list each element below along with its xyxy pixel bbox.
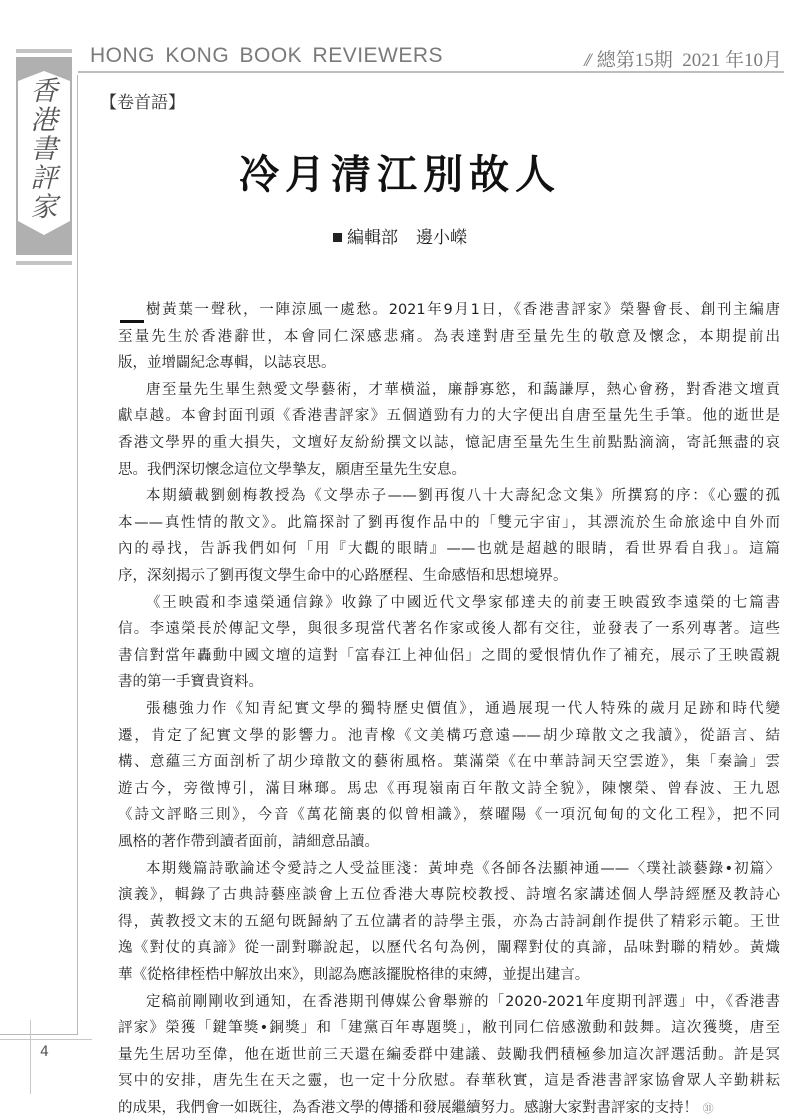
body-line: 香港文學界的重大損失，文壇好友紛紛撰文以誌，憶記唐至量先生生前點點滴滴，寄託無盡的哀 xyxy=(118,435,780,451)
bullet-square-icon xyxy=(333,233,342,242)
margin-rule xyxy=(77,75,78,1035)
byline xyxy=(0,223,800,248)
issue-number: 總第15期 xyxy=(596,50,673,71)
issue-info xyxy=(584,45,782,72)
body-line: 樹黃葉一聲秋，一陣涼風一處愁。2021年9月1日，《香港書評家》榮譽會長、創刊主編唐 xyxy=(146,302,780,318)
body-line: 《詩文評略三則》，今音《萬花簡裏的似曾相識》，蔡曜陽《一項沉甸甸的文化工程》，把不同 xyxy=(118,807,780,824)
byline-author: 邊小嶸 xyxy=(416,228,467,248)
body-line: 遊古今，旁徵博引，滿目琳瑯。馬忠《再現嶺南百年散文詩全貌》，陳懷榮、曾春波、王九恩 xyxy=(118,780,780,797)
body-line: 張穗強力作《知青紀實文學的獨特歷史價值》，通過展現一代人特殊的歲月足跡和時代變 xyxy=(146,701,780,717)
logo-char: 家 xyxy=(30,192,58,223)
body-line: 唐至量先生畢生熱愛文學藝術，才華橫溢，廉靜寡慾，和藹謙厚，熱心會務，對香港文壇貢 xyxy=(146,381,780,398)
body-line: 本——真性情的散文》。此篇探討了劉再復作品中的「雙元宇宙」，其漂流於生命旅途中自外而 xyxy=(118,514,780,531)
body-line: 華《從格律桎梏中解放出來》，則認為應該擺脫格律的束縛，並提出建言。 xyxy=(118,967,590,983)
bottom-corner-rule xyxy=(0,1034,78,1035)
body-line: 內的尋找，告訴我們如何「用『大觀的眼睛』——也就是超越的眼睛，看世界看自我」。這篇 xyxy=(118,541,780,558)
section-tag: 【卷首語】 xyxy=(100,93,185,113)
lead-rule xyxy=(120,320,144,323)
body-line: 冥中的安排，唐先生在天之靈，也一定十分欣慰。春華秋實，這是香港書評家協會眾人辛勤耕耘 xyxy=(118,1073,780,1090)
logo-char: 港 xyxy=(30,105,58,136)
body-line: 獻卓越。本會封面刊頭《香港書評家》五個遒勁有力的大字便出自唐至量先生手筆。他的逝世是 xyxy=(118,408,780,425)
body-line: 演義》，輯錄了古典詩藝座談會上五位香港大專院校教授、詩壇名家講述個人學詩經歷及教詩心 xyxy=(118,887,780,904)
logo-char: 評 xyxy=(30,163,58,194)
body-line: 書的第一手寶貴資料。 xyxy=(118,674,263,691)
body-line: 定稿前剛剛收到通知，在香港期刊傳媒公會舉辦的「2020-2021年度期刊評選」中，《香港書 xyxy=(146,993,780,1010)
logo-char: 書 xyxy=(30,134,58,165)
body-line: 得，黃教授文末的五絕句既歸納了五位講者的詩學主張，亦為古詩詞創作提供了精彩示範。王世 xyxy=(118,913,780,930)
page-number: 4 xyxy=(40,1044,49,1060)
body-line: 至量先生於香港辭世，本會同仁深感悲痛。為表達對唐至量先生的敬意及懷念，本期提前出 xyxy=(118,328,780,345)
banner-bottom-bar xyxy=(16,261,72,265)
body-line: 信。李遠榮長於傳記文學，與很多現當代著名作家或後人都有交往，並發表了一系列專著。這些 xyxy=(118,621,780,638)
body-line: 本期幾篇詩歌論述令愛詩之人受益匪淺：黃坤堯《各師各法顯神通——〈璞社談藝錄•初篇〉 xyxy=(146,860,780,877)
body-line: 思。我們深切懷念這位文學摯友，願唐至量先生安息。 xyxy=(118,461,466,478)
body-line: 構、意蘊三方面剖析了胡少璋散文的藝術風格。葉滿榮《在中華詩詞天空雲遊》，集「秦論」雲 xyxy=(118,754,780,771)
issue-date: 2021 年10月 xyxy=(682,50,782,71)
body-line: 評家》榮獲「鍵筆獎•銅獎」和「建黨百年專題獎」，敝刊同仁倍感激動和鼓舞。這次獲獎，唐至 xyxy=(118,1020,780,1037)
end-mark-icon: ㉛ xyxy=(702,1102,714,1115)
article-title: 冷月清江別故人 xyxy=(239,151,561,198)
byline-dept: 編輯部 xyxy=(347,228,398,248)
body-line: 量先生居功至偉，他在逝世前三天還在編委群中建議、鼓勵我們積極參加這次評選活動。許是冥 xyxy=(118,1046,780,1063)
body-line: 版，並增闢紀念專輯，以誌哀思。 xyxy=(118,355,336,372)
bottom-corner-rule-2 xyxy=(0,1039,92,1040)
body-line-text: 的成果，我們會一如既往，為香港文學的傳播和發展繼續努力。感謝大家對書評家的支持！ xyxy=(118,1100,698,1116)
publication-title: HONG KONG BOOK REVIEWERS xyxy=(90,44,444,67)
body-line: 序，深刻揭示了劉再復文學生命中的心路歷程、生命感悟和思想境界。 xyxy=(118,568,568,584)
bottom-margin-rule xyxy=(30,1020,31,1094)
issue-slash: // xyxy=(584,50,589,71)
body-line: 書信對當年轟動中國文壇的這對「富春江上神仙侶」之間的愛恨情仇作了補充，展示了王映霞親 xyxy=(118,647,780,664)
body-line: 風格的著作帶到讀者面前，請細意品讀。 xyxy=(118,834,379,850)
body-line: 逸《對仗的真諦》從一副對聯說起，以歷代名句為例，闡釋對仗的真諦，品味對聯的精妙。黃熾 xyxy=(118,940,780,957)
body-line: 本期續載劉劍梅教授為《文學赤子——劉再復八十大壽紀念文集》所撰寫的序：《心靈的孤 xyxy=(146,488,780,505)
banner-top-bar xyxy=(16,49,72,53)
body-line: 遷，肯定了紀實文學的影響力。池青橡《文美構巧意遠——胡少璋散文之我讀》，從語言、結 xyxy=(118,727,780,744)
body-line: 《王映霞和李遠榮通信錄》收錄了中國近代文學家郁達夫的前妻王映霞致李遠榮的七篇書 xyxy=(146,594,780,611)
logo-char: 香 xyxy=(30,76,58,107)
body-line xyxy=(118,1098,780,1119)
